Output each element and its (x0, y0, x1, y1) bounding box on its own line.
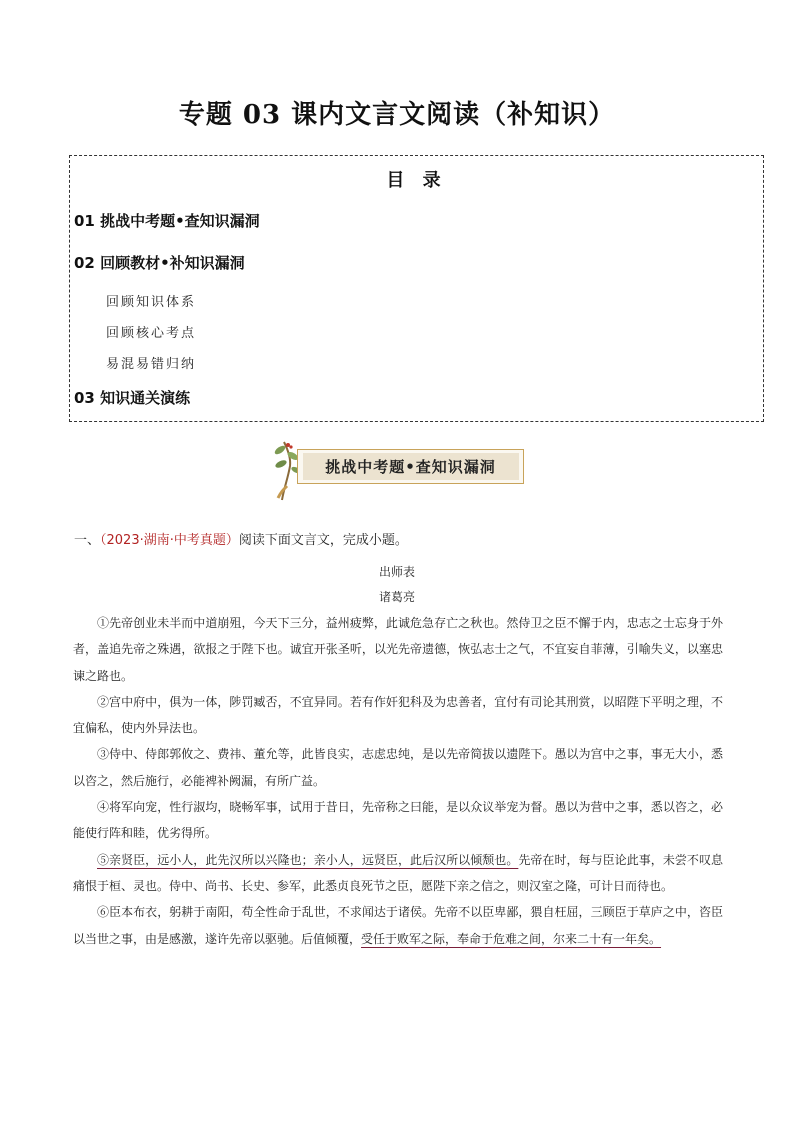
underlined-sentence: 受任于败军之际，奉命于危难之间，尔来二十有一年矣。 (361, 931, 662, 946)
passage-author: 诸葛亮 (378, 590, 415, 604)
paragraph-5-rest: 先帝在时，每与臣论此事，未尝不叹息痛恨于桓、灵也。侍中、尚书、长史、参军，此悉贞良死节之臣，愿陛下亲之信之，则汉室之隆，可计日而待也。 (73, 852, 723, 893)
question-number: 一、 (74, 533, 101, 548)
banner-label: 挑战中考题•查知识漏洞 (303, 453, 519, 480)
paragraph-2: ②宫中府中，俱为一体，陟罚臧否，不宜异同。若有作奸犯科及为忠善者，宜付有司论其刑赏，以昭陛下平明之理，不宜偏私，使内外异法也。 (73, 694, 723, 736)
toc-heading: 目 录 (386, 170, 447, 191)
toc-item-practice[interactable]: 03 知识通关演练 (74, 389, 191, 407)
page-title: 专题 03 课内文言文阅读（补知识） (178, 100, 616, 130)
toc-sub-knowledge-system[interactable]: 回顾知识体系 (106, 295, 197, 310)
toc-sub-core-points[interactable]: 回顾核心考点 (106, 326, 197, 341)
paragraph-5 (73, 847, 723, 900)
question-instruction: 阅读下面文言文，完成小题。 (238, 533, 408, 548)
passage-body (73, 610, 723, 952)
paragraph-6-start: ⑥臣本布衣，躬耕于南阳，苟全性命于乱世，不求闻达于诸侯。先帝不以臣卑鄙，猥自枉屈，三顾臣于草庐之中，咨臣以当世之事，由是感激，遂许先帝以驱驰。后值倾覆， (73, 905, 723, 946)
question-source: （2023·湖南·中考真题） (100, 533, 239, 548)
section-banner (264, 440, 526, 500)
table-of-contents (69, 155, 764, 422)
paragraph-3: ③侍中、侍郎郭攸之、费祎、董允等，此皆良实，志虑忠纯，是以先帝简拔以遗陛下。愚以为宫中之事，事无大小，悉以咨之，然后施行，必能裨补阙漏，有所广益。 (73, 747, 723, 788)
underlined-sentence: ⑤亲贤臣，远小人，此先汉所以兴隆也；亲小人，远贤臣，此后汉所以倾颓也。 (97, 852, 519, 867)
paragraph-4: ④将军向宠，性行淑均，晓畅军事，试用于昔日，先帝称之曰能，是以众议举宠为督。愚以为营中之事，悉以咨之，必能使行阵和睦，优劣得所。 (73, 800, 723, 841)
paragraph-1: ①先帝创业未半而中道崩殂，今天下三分，益州疲弊，此诚危急存亡之秋也。然侍卫之臣不懈于内，忠志之士忘身于外者，盖追先帝之殊遇，欲报之于陛下也。诚宜开张圣听，以光先帝遗德，恢弘志士之气，不宜妄自菲薄，引喻失义，以塞忠谏之路也。 (73, 616, 723, 683)
banner-label-frame (297, 449, 524, 484)
toc-item-challenge[interactable]: 01 挑战中考题•查知识漏洞 (74, 212, 260, 230)
paragraph-6 (73, 899, 723, 952)
question-line (74, 529, 408, 548)
toc-item-review[interactable]: 02 回顾教材•补知识漏洞 (74, 254, 245, 272)
toc-sub-easy-mistakes[interactable]: 易混易错归纳 (106, 357, 197, 372)
passage-title: 出师表 (378, 565, 415, 579)
